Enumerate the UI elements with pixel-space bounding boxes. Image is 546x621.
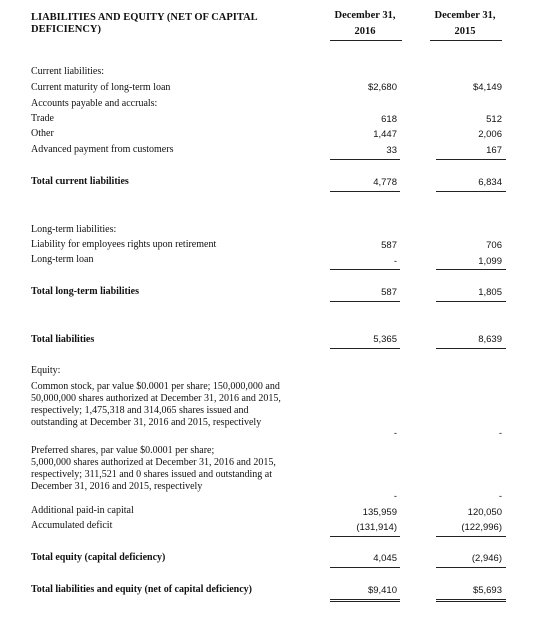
total-liabilities-2016: 5,365 <box>373 334 397 345</box>
total-underline <box>330 567 400 568</box>
equity-heading: Equity: <box>31 365 61 376</box>
column-header-2015-line1: December 31, <box>434 10 496 21</box>
grand-total-double-underline <box>436 601 506 602</box>
apic-2015: 120,050 <box>467 507 502 518</box>
value-2016: $2,680 <box>367 82 397 93</box>
common-stock-line: respectively; 1,475,318 and 314,065 shares issued and <box>31 405 249 416</box>
total-liabilities-and-equity-2016: $9,410 <box>367 585 397 596</box>
total-liabilities-2015: 8,639 <box>478 334 502 345</box>
subtotal-underline <box>436 536 506 537</box>
value-2015: 1,099 <box>478 256 502 267</box>
common-stock-line: 50,000,000 shares authorized at December 31, 2016 and 2015, <box>31 393 281 404</box>
column-header-2016-line1: December 31, <box>334 10 396 21</box>
preferred-shares-line: 5,000,000 shares authorized at December 31, 2016 and 2015, <box>31 457 276 468</box>
common-stock-line: outstanding at December 31, 2016 and 2015, respectively <box>31 417 262 428</box>
value-2015: 706 <box>486 240 502 251</box>
total-equity-label: Total equity (capital deficiency) <box>31 552 166 563</box>
subtotal-underline <box>330 536 400 537</box>
column-header-2016-underline <box>330 40 402 41</box>
common-stock-2015: - <box>498 428 502 439</box>
value-2016: 587 <box>381 240 397 251</box>
section-title-line2: DEFICIENCY) <box>31 24 102 35</box>
total-underline <box>330 191 400 192</box>
common-stock-2016: - <box>393 428 397 439</box>
subtotal-underline <box>330 269 400 270</box>
grand-total-double-underline <box>330 601 400 602</box>
total-long-term-liabilities-label: Total long-term liabilities <box>31 286 139 297</box>
value-2015: 512 <box>486 114 502 125</box>
apic-label: Additional paid-in capital <box>31 505 134 516</box>
total-liabilities-and-equity-label: Total liabilities and equity (net of capital deficiency) <box>31 584 253 595</box>
value-2015: 2,006 <box>478 129 502 140</box>
total-liabilities-and-equity-2015: $5,693 <box>472 585 502 596</box>
total-underline <box>330 301 400 302</box>
value-2016: 618 <box>381 114 397 125</box>
column-header-2015-underline <box>430 40 502 41</box>
total-current-liabilities-2015: 6,834 <box>478 177 502 188</box>
section-title-line1: LIABILITIES AND EQUITY (NET OF CAPITAL <box>31 12 258 23</box>
current-liabilities-heading: Current liabilities: <box>31 66 105 77</box>
total-underline <box>436 191 506 192</box>
total-current-liabilities-2016: 4,778 <box>373 177 397 188</box>
row-label: Other <box>31 128 54 139</box>
preferred-shares-line: December 31, 2016 and 2015, respectively <box>31 481 203 492</box>
value-2016: - <box>393 256 397 267</box>
row-label: Current maturity of long-term loan <box>31 82 171 93</box>
accumulated-deficit-label: Accumulated deficit <box>31 520 113 531</box>
column-header-2015-line2: 2015 <box>454 26 476 37</box>
row-label: Advanced payment from customers <box>31 144 174 155</box>
long-term-liabilities-heading: Long-term liabilities: <box>31 224 117 235</box>
preferred-shares-line: respectively; 311,521 and 0 shares issued and outstanding at <box>31 469 272 480</box>
total-underline <box>330 348 400 349</box>
value-2015: $4,149 <box>472 82 502 93</box>
total-current-liabilities-label: Total current liabilities <box>31 176 129 187</box>
value-2015: 167 <box>486 145 502 156</box>
subtotal-underline <box>436 269 506 270</box>
row-label: Liability for employees rights upon retirement <box>31 239 217 250</box>
grand-total-underline <box>436 599 506 600</box>
total-long-term-liabilities-2016: 587 <box>381 287 397 298</box>
total-underline <box>436 348 506 349</box>
preferred-shares-2016: - <box>393 491 397 502</box>
accumulated-deficit-2016: (131,914) <box>356 522 397 533</box>
subtotal-underline <box>436 159 506 160</box>
total-underline <box>436 567 506 568</box>
apic-2016: 135,959 <box>362 507 397 518</box>
grand-total-underline <box>330 599 400 600</box>
accumulated-deficit-2015: (122,996) <box>461 522 502 533</box>
total-underline <box>436 301 506 302</box>
row-label: Accounts payable and accruals: <box>31 98 158 109</box>
total-liabilities-label: Total liabilities <box>31 334 95 345</box>
row-label: Long-term loan <box>31 254 94 265</box>
value-2016: 33 <box>386 145 397 156</box>
common-stock-line: Common stock, par value $0.0001 per share; 150,000,000 and <box>31 381 280 392</box>
value-2016: 1,447 <box>373 129 397 140</box>
total-long-term-liabilities-2015: 1,805 <box>478 287 502 298</box>
total-equity-2016: 4,045 <box>373 553 397 564</box>
preferred-shares-line: Preferred shares, par value $0.0001 per share; <box>31 445 215 456</box>
total-equity-2015: (2,946) <box>471 553 502 564</box>
column-header-2016-line2: 2016 <box>354 26 376 37</box>
subtotal-underline <box>330 159 400 160</box>
preferred-shares-2015: - <box>498 491 502 502</box>
row-label: Trade <box>31 113 54 124</box>
